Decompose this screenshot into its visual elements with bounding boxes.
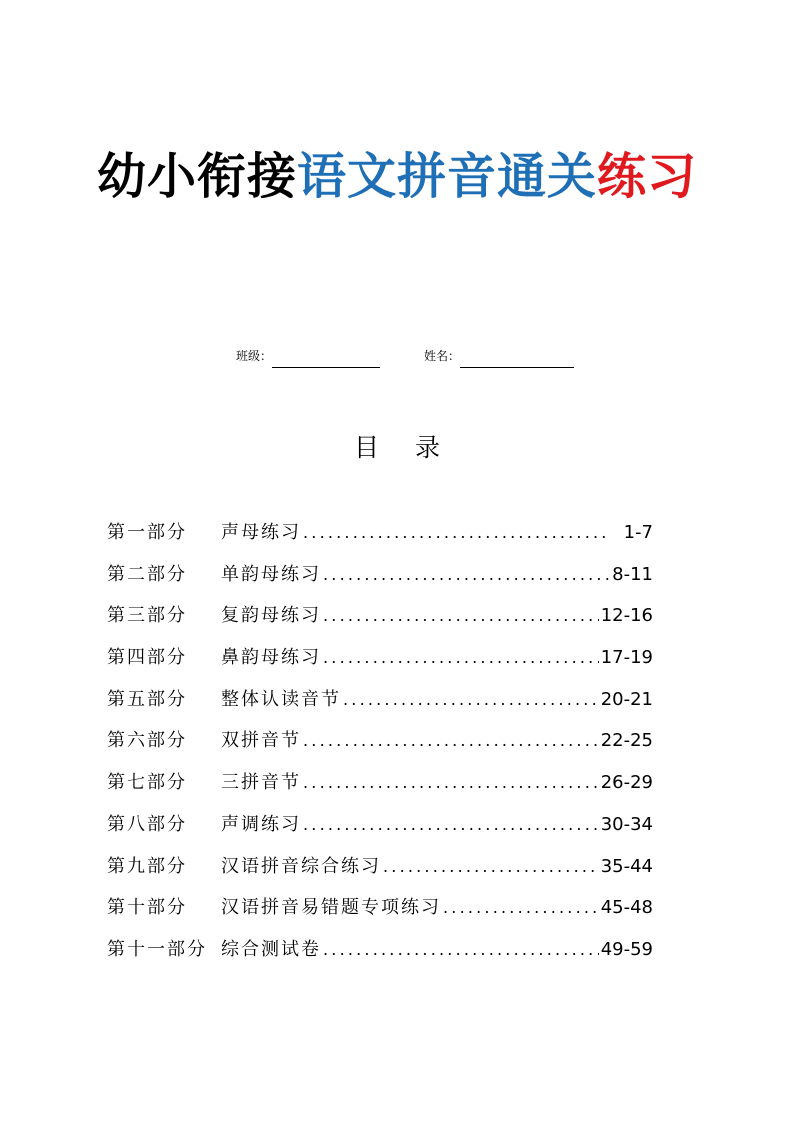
toc-page-range: 20-21 [600,688,653,710]
toc-part-label: 第十一部分 [107,938,207,960]
toc-row[interactable] [107,804,653,846]
toc-leader-dots [443,887,599,929]
toc-heading [0,428,794,468]
toc-part-label: 第三部分 [107,605,187,627]
toc-row[interactable] [107,762,653,804]
toc-row[interactable] [107,887,653,929]
toc-part-label: 第九部分 [107,855,187,877]
toc-page-range: 35-44 [600,855,653,877]
toc-leader-dots [323,554,610,596]
toc-page-range: 17-19 [600,647,653,669]
toc-leader-dots [323,595,599,637]
toc-section-name: 汉语拼音易错题专项练习 [221,897,441,919]
toc-section-name: 双拼音节 [221,730,301,752]
name-label: 姓名： [424,349,461,363]
toc-section-name: 单韵母练习 [221,563,321,585]
document-title [0,146,794,206]
toc-leader-dots [303,762,599,804]
title-part-2: 语文拼音通关 [296,147,597,205]
toc-row[interactable] [107,512,653,554]
title-part-1: 幼小衔接 [96,147,297,205]
class-label: 班级： [236,349,273,363]
toc-row[interactable] [107,554,653,596]
toc-section-name: 复韵母练习 [221,605,321,627]
toc-section-name: 鼻韵母练习 [221,647,321,669]
toc-leader-dots [323,929,599,971]
toc-row[interactable] [107,846,653,888]
class-blank-line[interactable] [272,350,380,368]
toc-part-label: 第二部分 [107,563,187,585]
name-blank-line[interactable] [460,350,574,368]
toc-section-name: 声调练习 [221,813,301,835]
toc-row[interactable] [107,720,653,762]
toc-page-range: 30-34 [600,813,653,835]
name-field [424,344,574,368]
toc-page-range: 8-11 [612,563,653,585]
toc-part-label: 第一部分 [107,522,187,543]
toc-heading-right: 录 [415,433,441,462]
toc-section-name: 汉语拼音综合练习 [221,855,381,877]
toc-leader-dots [303,720,599,762]
toc-page-range: 26-29 [600,772,653,794]
table-of-contents [107,512,653,971]
toc-row[interactable] [107,929,653,971]
toc-leader-dots [383,846,599,888]
toc-section-name: 声母练习 [221,522,301,543]
toc-page-range: 12-16 [600,605,653,627]
title-part-3: 练习 [597,147,698,205]
toc-page-range: 1-7 [623,522,653,543]
toc-row[interactable] [107,679,653,721]
toc-leader-dots [343,679,599,721]
toc-part-label: 第十部分 [107,897,187,919]
toc-heading-left: 目 [353,433,379,462]
toc-section-name: 整体认读音节 [221,688,341,710]
student-info [0,344,794,368]
toc-page-range: 49-59 [600,938,653,960]
toc-leader-dots [303,804,599,846]
toc-part-label: 第六部分 [107,730,187,752]
toc-part-label: 第八部分 [107,813,187,835]
toc-page-range: 22-25 [600,730,653,752]
toc-row[interactable] [107,637,653,679]
toc-section-name: 综合测试卷 [221,938,321,960]
toc-page-range: 45-48 [600,897,653,919]
toc-leader-dots [303,512,611,554]
toc-section-name: 三拼音节 [221,772,301,794]
toc-leader-dots [323,637,599,679]
toc-part-label: 第四部分 [107,647,187,669]
toc-part-label: 第五部分 [107,688,187,710]
class-field [236,344,380,368]
toc-row[interactable] [107,595,653,637]
toc-part-label: 第七部分 [107,772,187,794]
